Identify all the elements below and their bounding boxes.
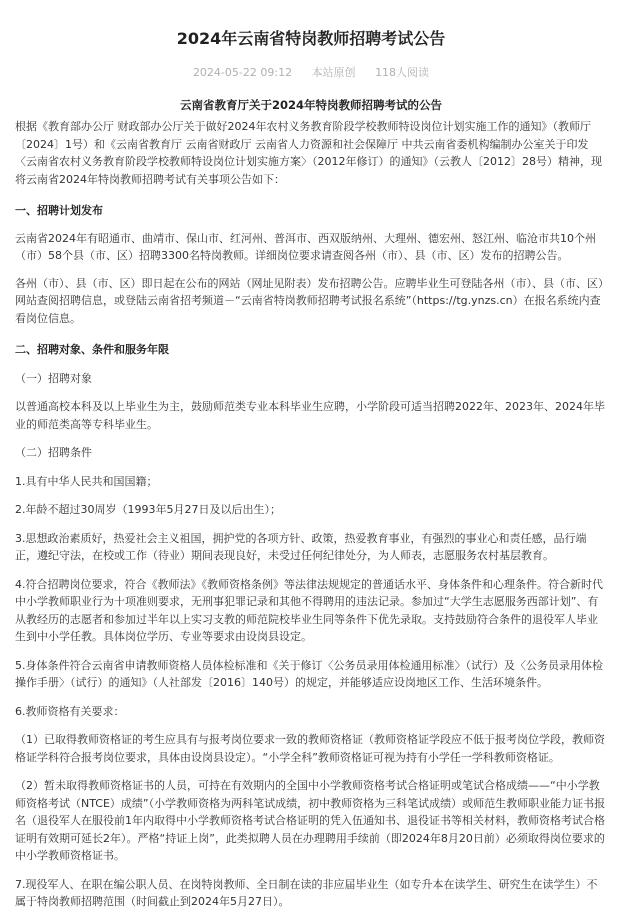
section-heading-conditions: 二、招聘对象、条件和服务年限 — [15, 343, 169, 356]
subheading-requirements: （二）招聘条件 — [15, 446, 92, 459]
requirement-6: 6.教师资格有关要求： — [15, 704, 125, 718]
requirement-6-2: （2）暂未取得教师资格证书的人员，可持在有效期内的全国中小学教师资格考试合格证明或笔试合格成绩——“中小学教师资格考试（NTCE）成绩”（小学教师资格为两科笔试成绩，初中教师资格为三科笔试成绩）或师范生教师职业能力证书报名（退役军人在服役前1年内取得中小学教师资格考试合格证明的凭入伍通知书、退役证书等相关材料，教师资格考试合格证明有效期可延长2年）。严格“持证上岗”，此类拟聘人员在办理聘用手续前（即2024年8月20日前）必须取得岗位要求的中小学教师资格证书。 — [15, 779, 606, 862]
article-body — [0, 118, 622, 911]
requirement-4: 4.符合招聘岗位要求，符合《教师法》《教师资格条例》等法律法规规定的普通话水平、身体条件和心理条件。符合新时代中小学教师职业行为十项准则要求，无刑事犯罪记录和其他不得聘用的违法记录。参加过“大学生志愿服务西部计划”、有从教经历的志愿者和参加过半年以上实习支教的师范院校毕业生同等条件下优先录取。支持鼓励符合条件的退役军人毕业生到中小学任教。具体岗位学历、专业等要求由设岗县设定。 — [15, 577, 603, 643]
article-meta — [0, 66, 622, 80]
requirement-1: 1.具有中华人民共和国国籍； — [15, 474, 158, 488]
view-count: 118人阅读 — [375, 66, 430, 79]
article-title: 2024年云南省特岗教师招聘考试公告 — [176, 29, 446, 48]
publish-date: 2024-05-22 09:12 — [192, 66, 293, 79]
requirement-5: 5.身体条件符合云南省申请教师资格人员体检标准和《关于修订〈公务员录用体检通用标准〉（试行）及〈公务员录用体检操作手册〉（试行）的通知》（人社部发〔2016〕140号）的规定，并能够适应设岗地区工作、生活环境条件。 — [15, 658, 603, 689]
requirement-3: 3.思想政治素质好，热爱社会主义祖国，拥护党的各项方针、政策，热爱教育事业，有强烈的事业心和责任感，品行端正，遵纪守法，在校或工作（待业）期间表现良好，未受过任何纪律处分，为人师表，志愿服务农村基层教育。 — [15, 531, 587, 562]
article-source: 本站原创 — [311, 66, 356, 79]
announcement-subtitle: 云南省教育厅关于2024年特岗教师招聘考试的公告 — [179, 98, 442, 112]
requirement-7: 7.现役军人、在职在编公职人员、在岗特岗教师、全日制在读的非应届毕业生（如专升本在读学生、研究生在读学生）不属于特岗教师招聘范围（时间截止到2024年5月27日）。 — [15, 877, 598, 908]
targets-paragraph: 以普通高校本科及以上毕业生为主，鼓励师范类专业本科毕业生应聘，小学阶段可适当招聘2022年、2023年、2024年毕业的师范类高等专科毕业生。 — [15, 400, 605, 431]
plan-paragraph-2: 各州（市）、县（市、区）即日起在公布的网站（网址见附表）发布招聘公告。应聘毕业生可登陆各州（市）、县（市、区）网站查阅招聘信息，或登陆云南省招考频道－“云南省特岗教师招聘考试报名系统”（https://tg.ynzs.cn）在报名系统内查看岗位信息。 — [15, 276, 604, 325]
intro-paragraph: 根据《教育部办公厅 财政部办公厅关于做好2024年农村义务教育阶段学校教师特设岗位计划实施工作的通知》（教师厅〔2024〕1号）和《云南省教育厅 云南省财政厅 云南省人力资源和社会保障厅 中共云南省委机构编制办公室关于印发〈云南省农村义务教育阶段学校教师特设岗位计划实施方案〉（2012年修订）的通知》（云教人〔2012〕28号）精神，现将云南省2024年特岗教师招聘考试有关事项公告如下： — [15, 120, 602, 186]
plan-paragraph-1: 云南省2024年有昭通市、曲靖市、保山市、红河州、普洱市、西双版纳州、大理州、德宏州、怒江州、临沧市共10个州（市）58个县（市、区）招聘3300名特岗教师。详细岗位要求请查阅各州（市）、县（市、区）发布的招聘公告。 — [15, 231, 596, 262]
section-heading-plan: 一、招聘计划发布 — [15, 204, 103, 217]
requirement-6-1: （1）已取得教师资格证的考生应具有与报考岗位要求一致的教师资格证（教师资格证学段应不低于报考岗位学段，教师资格证学科符合报考岗位要求，具体由设岗县设定）。“小学全科”教师资格证可视为持有小学任一学科教师资格证。 — [15, 733, 605, 764]
requirement-2: 2.年龄不超过30周岁（1993年5月27日及以后出生）； — [15, 503, 281, 516]
subheading-targets: （一）招聘对象 — [15, 371, 92, 385]
